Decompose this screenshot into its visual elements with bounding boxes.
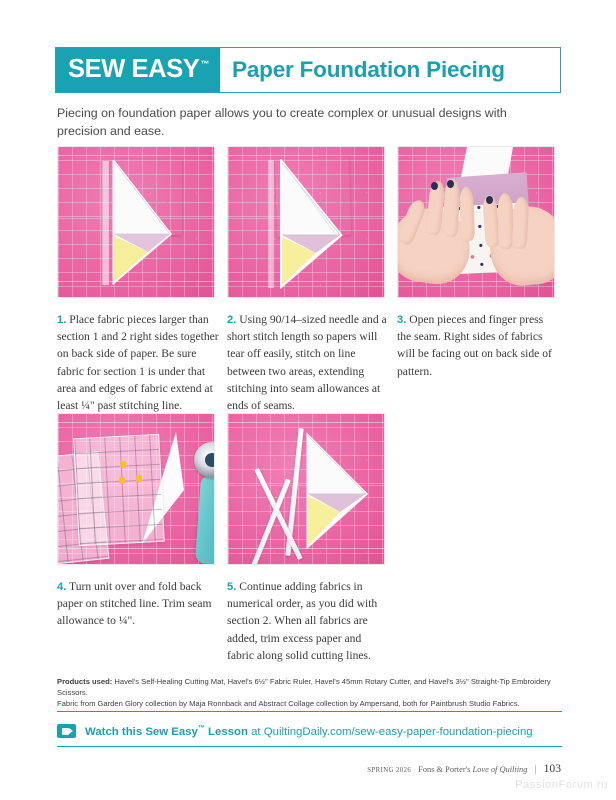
step-caption-1 — [57, 311, 219, 414]
step-number-5: 5. — [227, 581, 237, 593]
left-middle-nail — [447, 180, 454, 188]
page-header-banner — [55, 47, 561, 93]
step-number-2: 2. — [227, 314, 237, 326]
fabric-triangle-unit-2 — [274, 159, 344, 289]
watch-trademark-icon: ™ — [197, 724, 205, 732]
step-photo-2 — [227, 146, 385, 298]
step-text-4: Turn unit over and fold back paper on stitched line. Trim seam allowance to ¼". — [57, 580, 212, 628]
step-caption-3 — [397, 311, 559, 380]
products-line-1 — [57, 676, 562, 698]
ruler-edge-2 — [268, 160, 274, 288]
video-camera-icon — [57, 724, 76, 738]
divider-below-watch — [57, 746, 562, 747]
ruler-edge-1 — [102, 161, 109, 285]
step-caption-4 — [57, 578, 219, 630]
ruler-grid-lines — [74, 435, 163, 545]
watch-lesson-text[interactable] — [85, 725, 533, 738]
right-ring-finger — [512, 197, 530, 250]
intro-paragraph: Piecing on foundation paper allows you to create complex or unusual designs with precision and ease. — [57, 106, 507, 138]
footer-magazine-title — [418, 765, 527, 774]
brand-trademark-icon: ™ — [200, 58, 210, 69]
left-index-nail — [431, 182, 438, 190]
left-ring-finger — [459, 187, 475, 241]
footer-issue: SPRING 2026 — [367, 767, 412, 774]
step-caption-5 — [227, 578, 389, 664]
page-title: Paper Foundation Piecing — [232, 57, 505, 82]
rotary-cutter-hub — [205, 453, 215, 467]
page-footer — [367, 762, 561, 775]
footer-page-number: 103 — [543, 762, 561, 775]
pin-head-2 — [119, 477, 125, 484]
step-number-1: 1. — [57, 314, 67, 326]
products-line-2: Fabric from Garden Glory collection by Maja Ronnback and Abstract Collage collection by Ampersand, both for Paintbrush Studio Fabrics. — [57, 699, 520, 708]
acrylic-ruler — [73, 434, 165, 546]
products-used-note — [57, 676, 562, 709]
step-photo-1 — [57, 146, 215, 298]
products-label: Products used: — [57, 677, 113, 686]
step-caption-2 — [227, 311, 389, 414]
watch-url[interactable]: at QuiltingDaily.com/sew-easy-paper-foundation-piecing — [247, 725, 533, 738]
watch-lesson-banner[interactable] — [57, 718, 562, 744]
brand-text: SEW EASY — [68, 55, 200, 84]
step-photo-4 — [57, 413, 215, 565]
step-photo-5 — [227, 413, 385, 565]
watch-bold-text: Watch this Sew Easy — [85, 725, 198, 738]
step-number-4: 4. — [57, 581, 67, 593]
products-list: Havel's Self-Healing Cutting Mat, Havel's 6½" Fabric Ruler, Havel's 45mm Rotary Cutter, and Havel's 3½" Straight-Tip Embroidery Scissors. — [57, 677, 551, 697]
pin-head-3 — [136, 475, 142, 482]
footer-divider: | — [534, 763, 537, 775]
step-text-1: Place fabric pieces larger than section 1 and 2 right sides together on back side of paper. Be sure fabric for section 1 is under that area and edges of fabric extend at least ¼" past stitching line. — [57, 313, 219, 412]
fabric-triangle-unit-1 — [108, 160, 174, 285]
step-text-5: Continue adding fabrics in numerical order, as you did with section 2. When all fabrics are added, trim excess paper and fabric along solid cutting lines. — [227, 580, 378, 662]
pin-head-1 — [120, 461, 126, 468]
step-photo-3 — [397, 146, 555, 298]
sew-easy-brand-label — [56, 48, 220, 92]
divider-above-watch — [57, 711, 562, 712]
step-number-3: 3. — [397, 314, 407, 326]
step-text-3: Open pieces and finger press the seam. Right sides of fabrics will be facing out on back side of pattern. — [397, 313, 552, 378]
footer-magazine-italic: Love of Quilting — [472, 765, 528, 774]
site-watermark: PassionForum.ru — [515, 779, 608, 791]
footer-magazine-pre: Fons & Porter's — [418, 765, 473, 774]
right-index-nail — [486, 196, 493, 204]
watch-bold-text-2: Lesson — [204, 725, 248, 738]
step-text-2: Using 90/14–sized needle and a short stitch length so papers will tear off easily, stitch on line between two areas, extending stitching into seam allowances at ends of seams. — [227, 313, 387, 412]
finished-pieced-unit — [302, 432, 370, 550]
